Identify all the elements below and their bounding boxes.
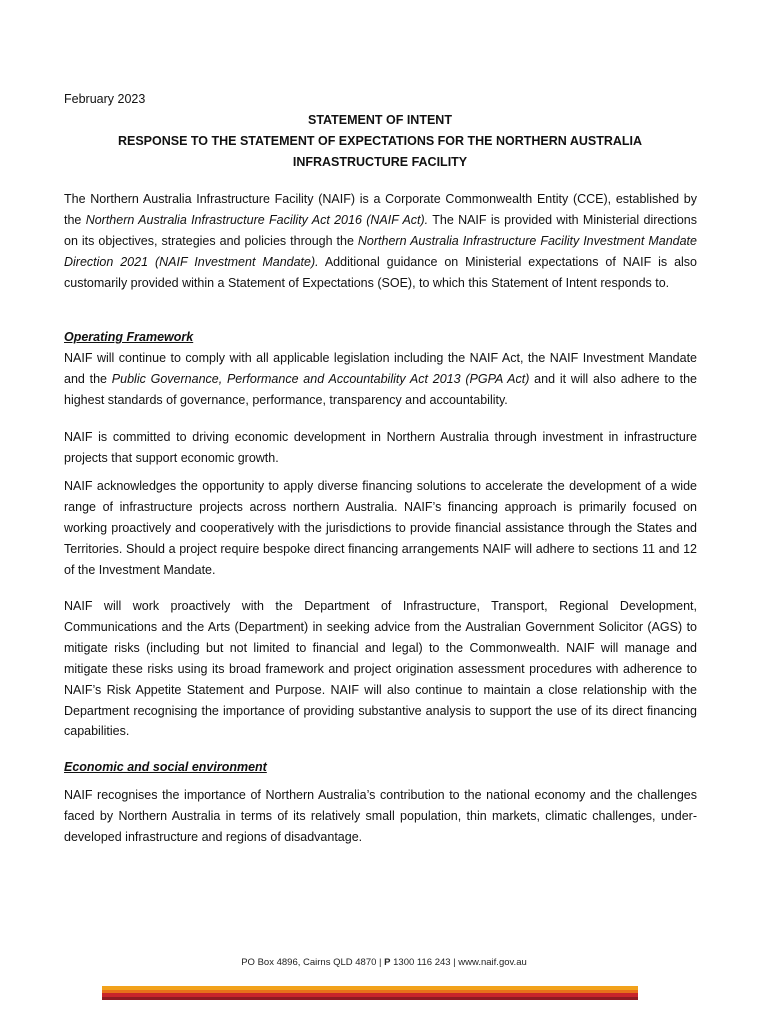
operating-text-1: NAIF will continue to comply with all applicable legislation including the NAIF Act, the NAIF Investment Mandate and the: [64, 351, 697, 386]
footer-band-maroon: [102, 997, 638, 1000]
operating-paragraph-1: [64, 348, 697, 411]
section-heading-economic-social: Economic and social environment: [64, 760, 267, 774]
intro-text-1: The Northern Australia Infrastructure Facility (NAIF) is a Corporate Commonwealth Entity (CCE), established by the: [64, 192, 697, 227]
operating-paragraph-3: NAIF acknowledges the opportunity to apply diverse financing solutions to accelerate the development of a wide range of infrastructure projects across northern Australia. NAIF’s financing approach is primarily focused on working proactively and cooperatively with the jurisdictions to provide financial assistance through the States and Territories. Should a project require bespoke direct financing arrangements NAIF will adhere to sections 11 and 12 of the Investment Mandate.: [64, 479, 697, 577]
footer-address: PO Box 4896, Cairns QLD 4870 |: [241, 957, 385, 968]
intro-paragraph: [64, 189, 697, 294]
economic-paragraph-1: NAIF recognises the importance of Northern Australia’s contribution to the national economy and the challenges faced by Northern Australia in terms of its relatively small population, thin markets, climatic challenges, under-developed infrastructure and regions of disadvantage.: [64, 788, 697, 844]
document-subtitle: RESPONSE TO THE STATEMENT OF EXPECTATIONS FOR THE NORTHERN AUSTRALIA INFRASTRUCTURE FACILITY: [117, 134, 643, 169]
operating-paragraph-4: NAIF will work proactively with the Department of Infrastructure, Transport, Regional Development, Communications and the Arts (Department) in seeking advice from the Australian Government Solicitor (AGS) to mitigate risks (including but not limited to financial and legal) to the Commonwealth. NAIF will manage and mitigate these risks using its broad framework and project origination assessment procedures with adherence to NAIF’s Risk Appetite Statement and Purpose. NAIF will also continue to maintain a close relationship with the Department recognising the importance of providing substantive analysis to support the use of its direct financing capabilities.: [64, 599, 697, 739]
footer-contact: [0, 957, 768, 968]
footer-phone-web: 1300 116 243 | www.naif.gov.au: [390, 957, 527, 968]
document-date: February 2023: [64, 92, 146, 106]
footer-phone-label: P: [384, 957, 391, 968]
investment-mandate-reference: Northern Australia Infrastructure Facility Investment Mandate Direction 2021 (NAIF Investment Mandate).: [64, 233, 697, 269]
operating-paragraph-2: NAIF is committed to driving economic development in Northern Australia through investment in infrastructure projects that support economic growth.: [64, 430, 697, 465]
operating-text-2: and it will also adhere to the highest standards of governance, performance, transparency and accountability.: [64, 371, 697, 407]
document-title: STATEMENT OF INTENT: [308, 113, 452, 127]
pgpa-act-reference: Public Governance, Performance and Accountability Act 2013 (PGPA Act): [111, 371, 530, 386]
section-heading-operating-framework: Operating Framework: [64, 330, 194, 344]
naif-act-reference: Northern Australia Infrastructure Facility Act 2016 (NAIF Act).: [85, 212, 429, 227]
intro-text-3: Additional guidance on Ministerial expectations of NAIF is also customarily provided within a Statement of Expectations (SOE), to which this Statement of Intent responds to.: [64, 254, 697, 290]
intro-text-2: The NAIF is provided with Ministerial directions on its objectives, strategies and policies through the: [64, 212, 697, 248]
